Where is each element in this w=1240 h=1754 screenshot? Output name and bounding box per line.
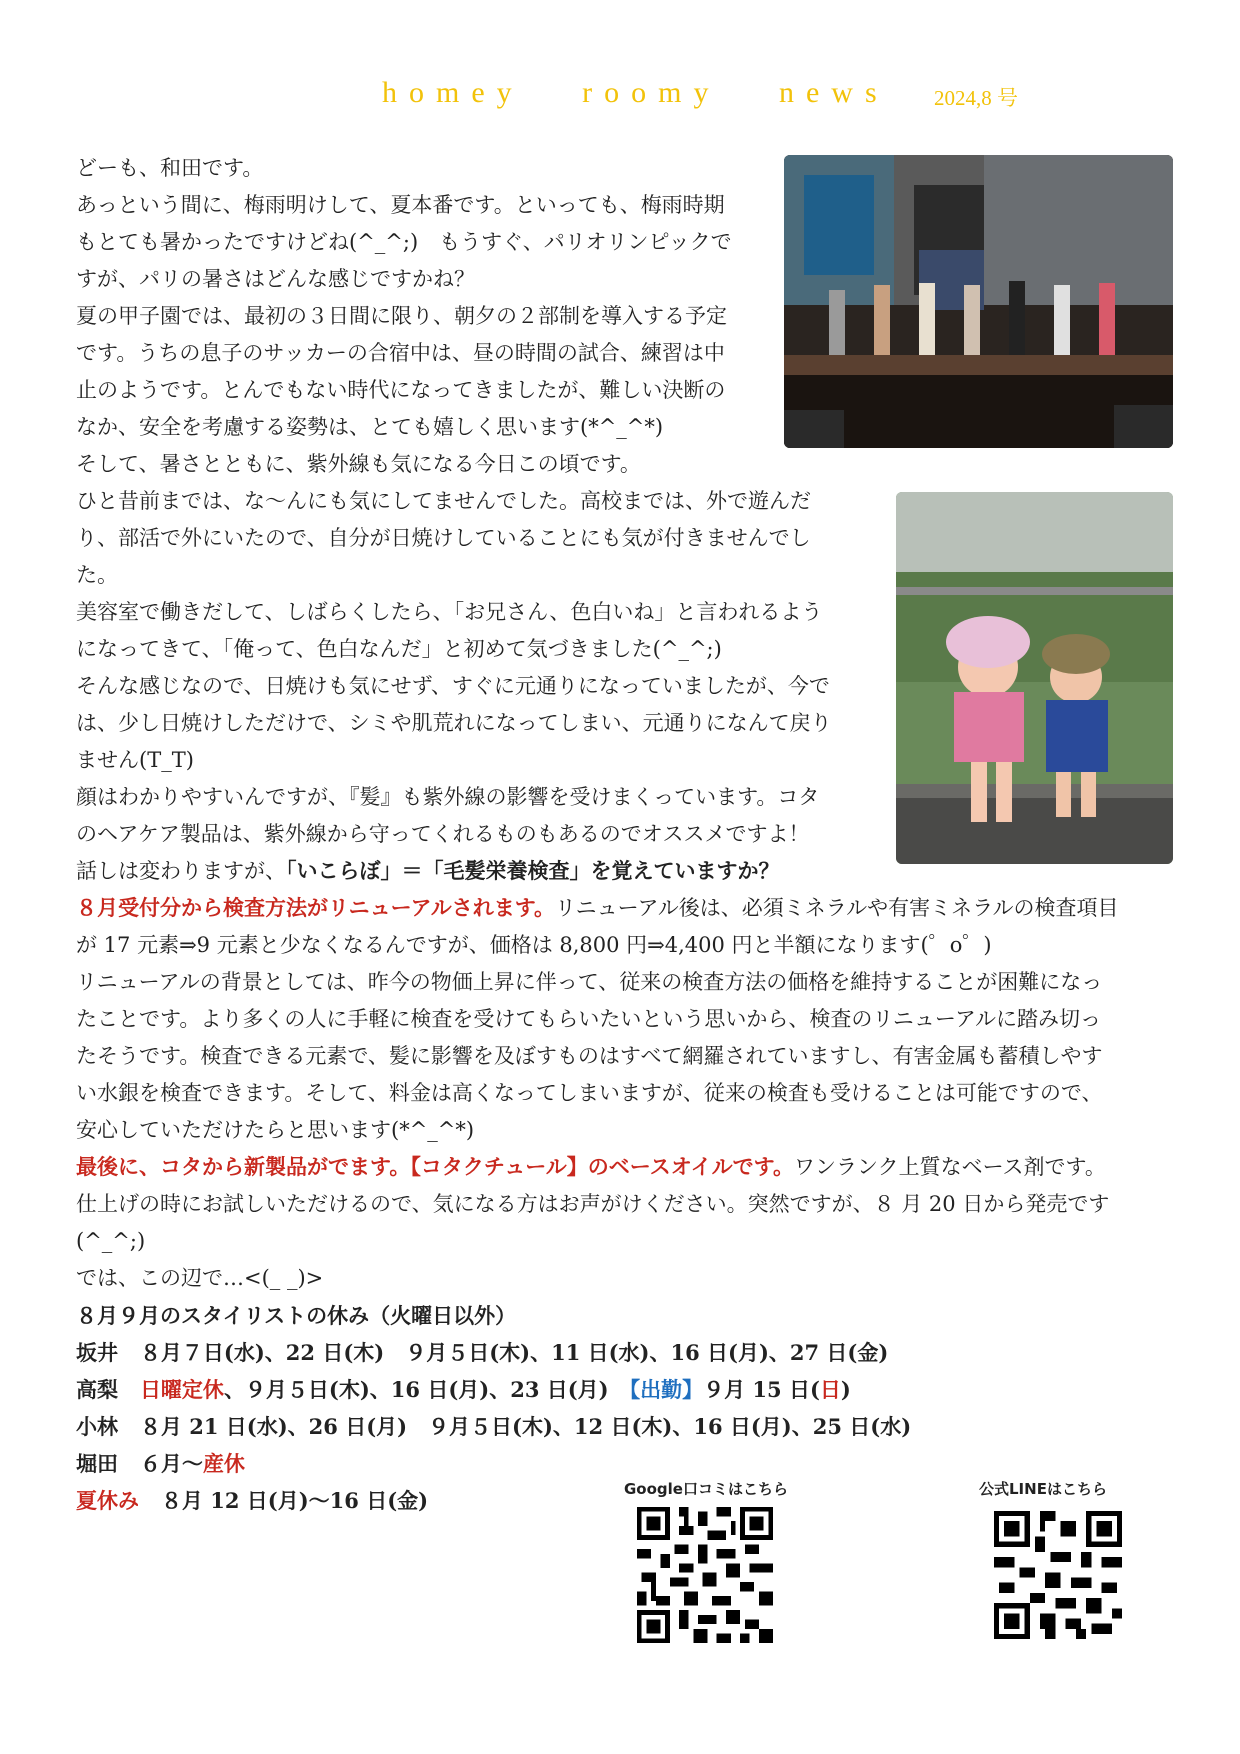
days-off: ６月～ [139,1451,203,1476]
paragraph-line: たそうです。検査できる元素で、髪に影響を及ぼすものはすべて網羅されていますし、有害金属も蓄積しやす [76,1044,1103,1068]
ikorabo-highlight: 「いこらぼ」＝「毛髪栄養検査」を覚えていますか？ [286,858,780,883]
paragraph-line: あっという間に、梅雨明けして、夏本番です。といっても、梅雨時期 [76,193,725,217]
stylist-name: 小林 [76,1414,118,1439]
paragraph-line: (^_^;) [76,1229,146,1253]
schedule-row [76,1482,428,1519]
paragraph-line: た。 [76,563,118,587]
paragraph-line [76,1149,1106,1186]
paragraph-line: そして、暑さとともに、紫外線も気になる今日この頃です。 [76,452,641,476]
schedule-row [76,1408,911,1445]
paragraph-line: リニューアルの背景としては、昨今の物価上昇に伴って、従来の検査方法の価格を維持することが困難になっ [76,970,1103,994]
paragraph-line: 美容室で働きだして、しばらくしたら、「お兄さん、色白いね」と言われるよう [76,600,823,624]
schedule-row [76,1334,888,1371]
paragraph-line: が 17 元素⇒9 元素と少なくなるんですが、価格は 8,800 円⇒4,400 円と半額になります(゜o゜) [76,933,992,957]
work-date: ９月 15 日( [703,1377,820,1402]
newsletter-title: homey roomy news [382,76,889,109]
new-product-highlight: 最後に、コタから新製品がでます。【コタクチュール】のベースオイルです。 [76,1154,794,1179]
days-off: ８月７日(水)、22 日(木) ９月５日(木)、11 日(水)、16 日(月)、27 日(金) [139,1340,889,1365]
paragraph-line: 顔はわかりやすいんですが、『髪』も紫外線の影響を受けまくっています。コタ [76,785,820,809]
text-span: ワンランク上質なベース剤です。 [794,1155,1106,1179]
paragraph-line: になってきて、「俺って、色白なんだ」と初めて気づきました(^_^;) [76,637,722,661]
stylist-name: 坂井 [76,1340,118,1365]
renewal-highlight: ８月受付分から検査方法がリニューアルされます。 [76,895,556,920]
days-off: 、９月５日(木)、16 日(月)、23 日(月) [223,1377,630,1402]
work-label: 【出勤】 [629,1377,704,1402]
paragraph-line: そんな感じなので、日焼けも気にせず、すぐに元通りになっていましたが、今で [76,674,830,698]
paragraph-line: ません(T_T) [76,748,194,772]
schedule-row [76,1371,851,1408]
stylist-name: 堀田 [76,1451,118,1476]
paragraph-line: は、少し日焼けしただけで、シミや肌荒れになってしまい、元通りになんて戻り [76,711,832,735]
paragraph-line [76,853,780,890]
schedule-row [76,1445,245,1482]
paragraph-line: り、部活で外にいたので、自分が日焼けしていることにも気が付きませんでし [76,526,811,550]
regular-holiday: 日曜定休 [139,1377,224,1402]
days-off: ８月 12 日(月)～16 日(金) [160,1488,429,1513]
work-day: 日 [819,1377,841,1402]
paragraph-line: のヘアケア製品は、紫外線から守ってくれるものもあるのでオススメですよ！ [76,822,810,846]
issue-date: 2024,8 号 [934,86,1018,110]
paragraph-line: 仕上げの時にお試しいただけるので、気になる方はお声がけください。突然ですが、８ 月 20 日から発売です [76,1192,1110,1216]
paragraph-line: 夏の甲子園では、最初の３日間に限り、朝夕の２部制を導入する予定 [76,304,727,328]
text-span: 話しは変わりますが、 [76,859,286,883]
paragraph-line: すが、パリの暑さはどんな感じですかね？ [76,267,475,291]
paragraph-line: ひと昔前までは、な～んにも気にしてませんでした。高校までは、外で遊んだ [76,489,811,513]
paragraph-line: もとても暑かったですけどね(^_^;) もうすぐ、パリオリンピックで [76,230,732,254]
google-review-qr-code[interactable] [637,1507,773,1647]
line-official-qr-code[interactable] [994,1511,1122,1643]
paragraph-line: 安心していただけたらと思います(*^_^*) [76,1118,475,1142]
summer-break-label: 夏休み [76,1488,139,1513]
maternity-leave: 産休 [202,1451,245,1476]
paragraph-line: では、この辺で…<(_ _)> [76,1266,324,1290]
paragraph-line [76,890,1118,927]
schedule-heading: ８月９月のスタイリストの休み（火曜日以外） [76,1303,517,1328]
paragraph-line: です。うちの息子のサッカーの合宿中は、昼の時間の試合、練習は中 [76,341,725,365]
days-off: ８月 21 日(水)、26 日(月) ９月５日(木)、12 日(木)、16 日(月)、25 日(水) [139,1414,912,1439]
paragraph-line: たことです。より多くの人に手軽に検査を受けてもらいたいという思いから、検査のリニューアルに踏み切っ [76,1007,1102,1031]
stylist-name: 高梨 [76,1377,118,1402]
paragraph-line: 止のようです。とんでもない時代になってきましたが、難しい決断の [76,378,726,402]
text-span: リニューアル後は、必須ミネラルや有害ミネラルの検査項目 [555,896,1119,920]
stage-event-photo [784,155,1173,448]
line-official-label: 公式LINEはこちら [979,1480,1107,1498]
google-review-label: Google口コミはこちら [624,1480,788,1498]
children-photo [896,492,1173,864]
paragraph-line: なか、安全を考慮する姿勢は、とても嬉しく思います(*^_^*) [76,415,664,439]
paragraph-line: どーも、和田です。 [76,156,264,180]
paragraph-line: い水銀を検査できます。そして、料金は高くなってしまいますが、従来の検査も受けることは可能ですので、 [76,1081,1103,1105]
work-close: ) [840,1377,851,1402]
